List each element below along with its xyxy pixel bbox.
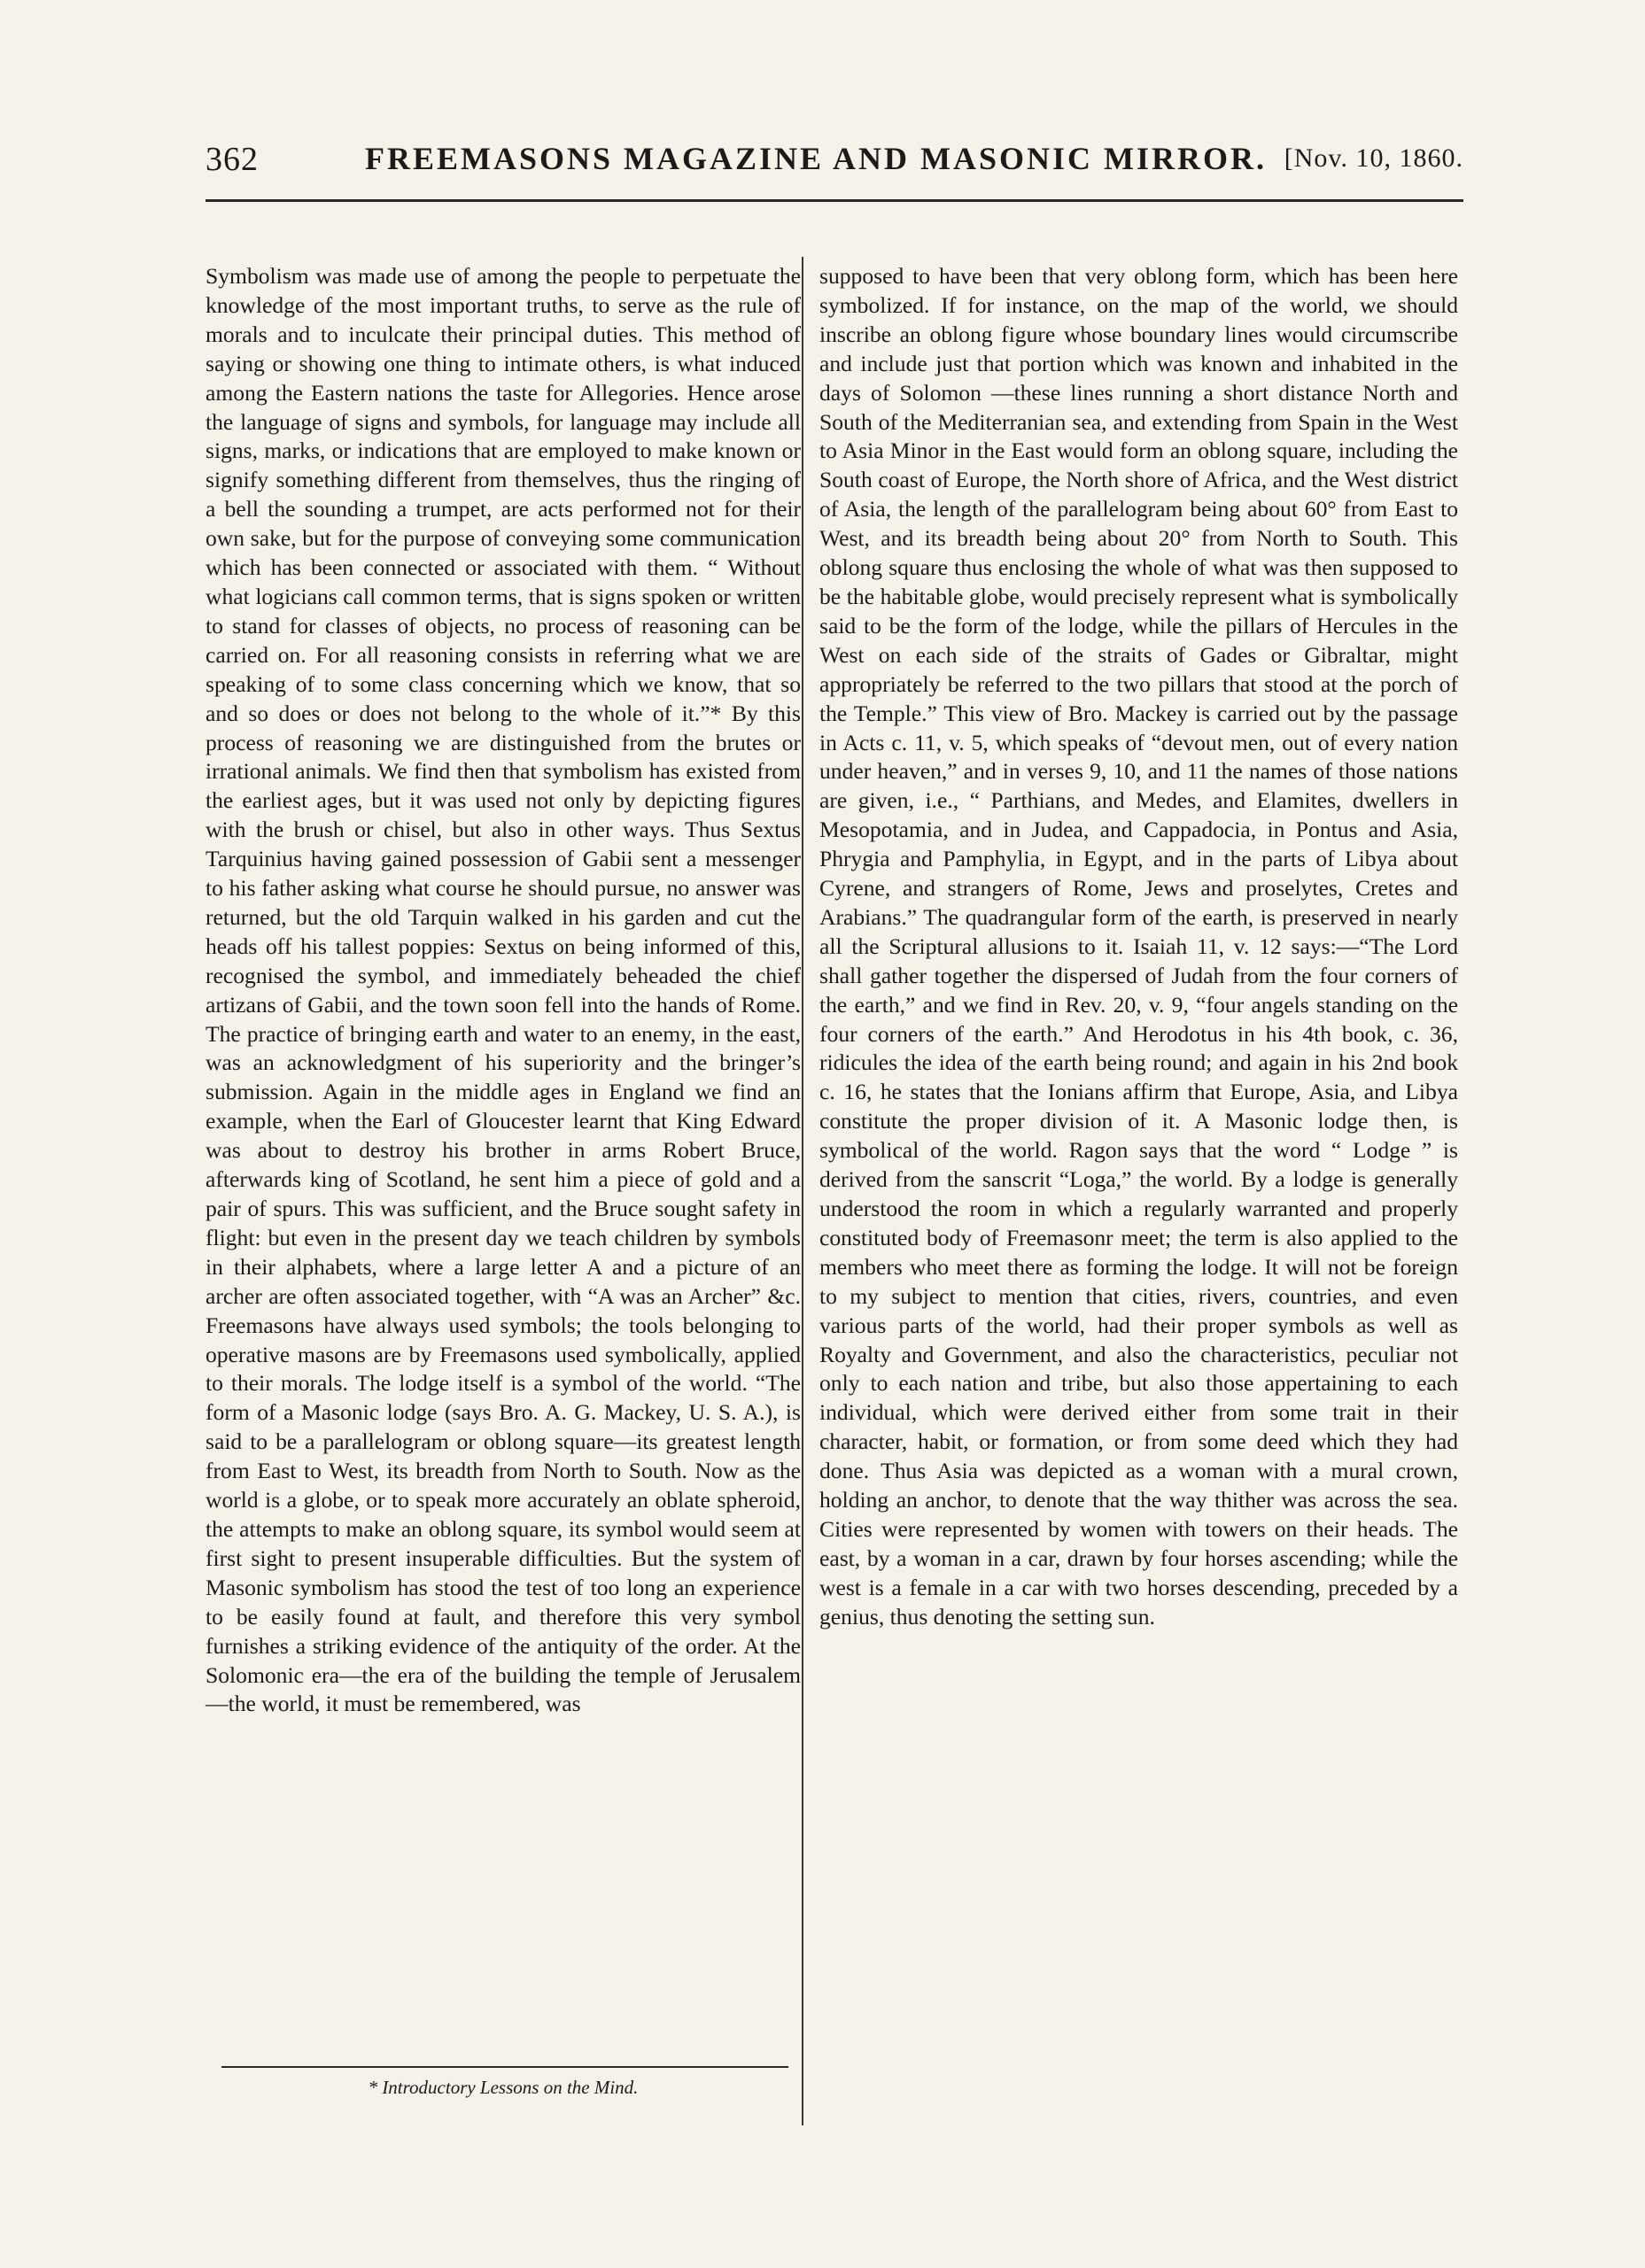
right-column [819, 262, 1458, 1632]
issue-date: [Nov. 10, 1860. [1284, 143, 1463, 173]
footnote: * Introductory Lessons on the Mind. [368, 2077, 639, 2098]
left-column [206, 262, 801, 1719]
header-rule [206, 199, 1463, 202]
page-header [206, 140, 1463, 186]
right-column-text: supposed to have been that very oblong form, which has been here symbolized. If for instance, on the map of the world, we should inscribe an oblong figure whose boundary lines would circumscribe and include just that portion which was known and inhabited in the days of Solomon —these lines running a short distance North and South of the Mediterranian sea, and extending from Spain in the West to Asia Minor in the East would form an oblong square, including the South coast of Europe, the North shore of Africa, and the West district of Asia, the length of the parallelogram being about 60° from East to West, and its breadth being about 20° from North to South. This oblong square thus enclosing the whole of what was then supposed to be the habitable globe, would precisely represent what is symbolically said to be the form of the lodge, while the pillars of Hercules in the West on each side of the straits of Gades or Gibraltar, might appropriately be referred to the two pillars that stood at the porch of the Temple.” This view of Bro. Mackey is carried out by the passage in Acts c. 11, v. 5, which speaks of “devout men, out of every nation under heaven,” and in verses 9, 10, and 11 the names of those nations are given, i.e., “ Parthians, and Medes, and Elamites, dwellers in Mesopotamia, and in Judea, and Cappadocia, in Pontus and Asia, Phrygia and Pamphylia, in Egypt, and in the parts of Libya about Cyrene, and strangers of Rome, Jews and proselytes, Cretes and Arabians.” The quadrangular form of the earth, is preserved in nearly all the Scriptural allusions to it. Isaiah 11, v. 12 says:—“The Lord shall gather together the dispersed of Judah from the four corners of the earth,” and we find in Rev. 20, v. 9, “four angels standing on the four corners of the earth.” And Herodotus in his 4th book, c. 36, ridicules the idea of the earth being round; and again in his 2nd book c. 16, he states that the Ionians affirm that Europe, Asia, and Libya constitute the proper division of it. A Masonic lodge then, is symbolical of the world. Ragon says that the word “ Lodge ” is derived from the sanscrit “Loga,” the world. By a lodge is generally understood the room in which a regularly warranted and properly constituted body of Freemasonr meet; the term is also applied to the members who meet there as forming the lodge. It will not be foreign to my subject to mention that cities, rivers, countries, and even various parts of the world, had their proper symbols as well as Royalty and Government, and also the characteristics, peculiar not only to each nation and tribe, but also those appertaining to each individual, which were derived either from some trait in their character, habit, or formation, or from some deed which they had done. Thus Asia was depicted as a woman with a mural crown, holding an anchor, to denote that the way thither was across the sea. Cities were represented by women with towers on their heads. The east, by a woman in a car, drawn by four horses ascending; while the west is a female in a car with two horses descending, preceded by a genius, thus denoting the setting sun. [819, 263, 1458, 1629]
left-column-text: Symbolism was made use of among the people to perpetuate the knowledge of the most important truths, to serve as the rule of morals and to inculcate their principal duties. This method of saying or showing one thing to intimate others, is what induced among the Eastern nations the taste for Allegories. Hence arose the language of signs and symbols, for language may include all signs, marks, or indications that are employed to make known or signify something different from themselves, thus the ringing of a bell the sounding a trumpet, are acts performed not for their own sake, but for the purpose of conveying some communication which has been connected or associated with them. “ Without what logicians call common terms, that is signs spoken or written to stand for classes of objects, no process of reasoning can be carried on. For all reasoning consists in referring what we are speaking of to some class concerning which we know, that so and so does or does not belong to the whole of it.”* By this process of reasoning we are distinguished from the brutes or irrational animals. We find then that symbolism has existed from the earliest ages, but it was used not only by depicting figures with the brush or chisel, but also in other ways. Thus Sextus Tarquinius having gained possession of Gabii sent a messenger to his father asking what course he should pursue, no answer was returned, but the old Tarquin walked in his garden and cut the heads off his tallest poppies: Sextus on being informed of this, recognised the symbol, and immediately beheaded the chief artizans of Gabii, and the town soon fell into the hands of Rome. The practice of bringing earth and water to an enemy, in the east, was an acknowledgment of his superiority and the bringer’s submission. Again in the middle ages in England we find an example, when the Earl of Gloucester learnt that King Edward was about to destroy his brother in arms Robert Bruce, afterwards king of Scotland, he sent him a piece of gold and a pair of spurs. This was sufficient, and the Bruce sought safety in flight: but even in the present day we teach children by symbols in their alphabets, where a large letter A and a picture of an archer are often associated together, with “A was an Archer” &c. Freemasons have always used symbols; the tools belonging to operative masons are by Freemasons used symbolically, applied to their morals. The lodge itself is a symbol of the world. “The form of a Masonic lodge (says Bro. A. G. Mackey, U. S. A.), is said to be a parallelogram or oblong square—its greatest length from East to West, its breadth from North to South. Now as the world is a globe, or to speak more accurately an oblate spheroid, the attempts to make an oblong square, its symbol would seem at first sight to present insuperable difficulties. But the system of Masonic symbolism has stood the test of too long an experience to be easily found at fault, and therefore this very symbol furnishes a striking evidence of the antiquity of the order. At the Solomonic era—the era of the building the temple of Jerusalem—the world, it must be remembered, was [206, 263, 801, 1717]
magazine-title: FREEMASONS MAGAZINE AND MASONIC MIRROR. [365, 141, 1268, 176]
column-divider [802, 257, 803, 2125]
page-number: 362 [206, 141, 259, 178]
footnote-rule [221, 2066, 788, 2068]
